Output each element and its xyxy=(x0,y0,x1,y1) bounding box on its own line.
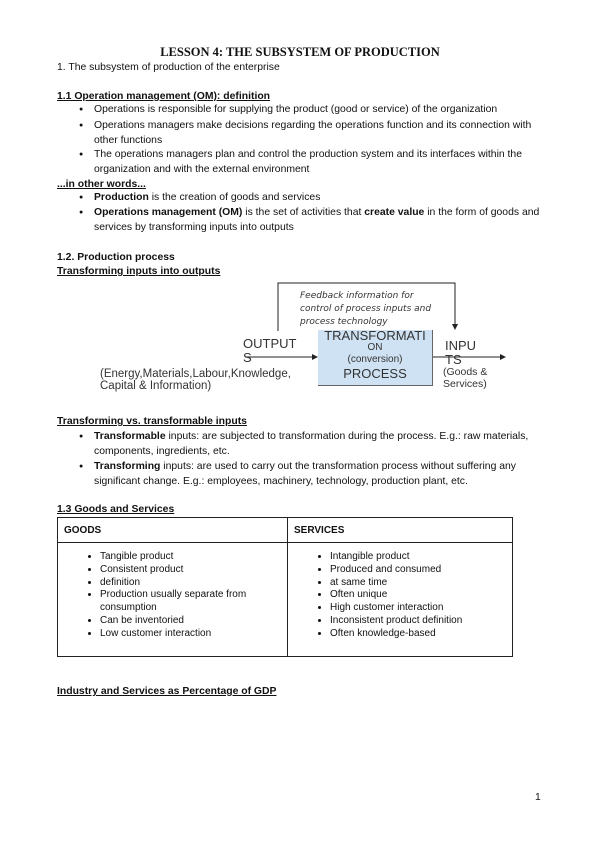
left-label xyxy=(243,337,296,365)
services-item: • Inconsistent product definition xyxy=(330,615,512,628)
left-description xyxy=(100,368,291,392)
desc-line: Capital & Information) xyxy=(100,380,212,392)
services-item: • Often knowledge-based xyxy=(330,628,512,641)
goods-item: • definition xyxy=(100,577,287,590)
bold-term: create value xyxy=(364,207,425,218)
feedback-line: Feedback information for xyxy=(300,291,414,301)
text: is the set of activities that xyxy=(242,207,365,218)
list-item xyxy=(94,430,544,459)
bold-term: Transformable xyxy=(94,431,166,442)
bold-term: Operations management (OM) xyxy=(94,207,243,218)
goods-item: • Tangible product xyxy=(100,551,287,564)
text: is the creation of goods and services xyxy=(148,192,321,203)
heading-1-3: 1.3 Goods and Services xyxy=(57,504,175,515)
heading-1-2: 1.2. Production process xyxy=(57,252,175,263)
list-item: ● Operations managers make decisions regarding the operations function and its connection with other functions xyxy=(94,119,544,148)
list-item: ● Operations is responsible for supplying the product (good or service) of the organization xyxy=(94,103,544,118)
goods-item: • Consistent product xyxy=(100,564,287,577)
heading-other-words: ...in other words... xyxy=(57,179,146,190)
services-item: • High customer interaction xyxy=(330,602,512,615)
text: inputs: are used to carry out the transformation process without suffering any significant change. E.g.: employees, machinery, technology, production plant, etc. xyxy=(94,461,516,487)
list-item xyxy=(94,460,544,489)
heading-transforming-vs: Transforming vs. transformable inputs xyxy=(57,416,247,427)
services-item: • at same time xyxy=(330,577,512,590)
services-item: • Produced and consumed xyxy=(330,564,512,577)
right-description xyxy=(443,366,487,390)
text: in the form of goods and services by transforming inputs into outputs xyxy=(94,207,540,233)
feedback-line: control of process inputs and xyxy=(300,304,432,314)
goods-item: • Can be inventoried xyxy=(100,615,287,628)
transformation-process-box xyxy=(318,330,433,386)
heading-1-1: 1.1 Operation management (OM): definition xyxy=(57,91,271,102)
text: inputs: are subjected to transformation during the process. E.g.: raw materials, components, ingredients, etc. xyxy=(94,431,529,457)
label-line: INPU xyxy=(445,338,477,353)
services-cell xyxy=(288,543,513,657)
desc-line: (Energy,Materials,Labour,Knowledge, xyxy=(100,368,291,380)
list-item: ● The operations managers plan and control the production system and its interfaces within the organization and with the external environment xyxy=(94,148,544,177)
feedback-line: process technology xyxy=(300,317,388,327)
bold-term: Production xyxy=(94,192,149,203)
label-line: S xyxy=(243,350,252,365)
goods-item: • Low customer interaction xyxy=(100,628,287,641)
page-number: 1 xyxy=(535,792,541,803)
box-line: (conversion) xyxy=(347,354,403,365)
subheading-transforming: Transforming inputs into outputs xyxy=(57,266,221,277)
goods-header: GOODS xyxy=(58,518,288,543)
services-item: • Intangible product xyxy=(330,551,512,564)
goods-item: • Production usually separate from consumption xyxy=(100,589,287,615)
bold-term: Transforming xyxy=(94,461,161,472)
section-1: 1. The subsystem of production of the enterprise xyxy=(57,62,280,73)
desc-line: Services) xyxy=(443,378,487,390)
box-line: TRANSFORMATI xyxy=(324,328,426,343)
label-line: TS xyxy=(445,352,462,367)
desc-line: (Goods & xyxy=(443,366,488,378)
services-item: • Often unique xyxy=(330,589,512,602)
box-line: ON xyxy=(367,342,383,353)
feedback-text xyxy=(300,290,431,329)
box-line: PROCESS xyxy=(343,366,407,381)
goods-cell xyxy=(58,543,288,657)
heading-industry-gdp: Industry and Services as Percentage of GDP xyxy=(57,686,277,697)
page-title: LESSON 4: THE SUBSYSTEM OF PRODUCTION xyxy=(160,45,440,59)
services-header: SERVICES xyxy=(288,518,513,543)
goods-services-table xyxy=(57,517,513,657)
right-label xyxy=(445,339,476,367)
label-line: OUTPUT xyxy=(243,336,297,351)
